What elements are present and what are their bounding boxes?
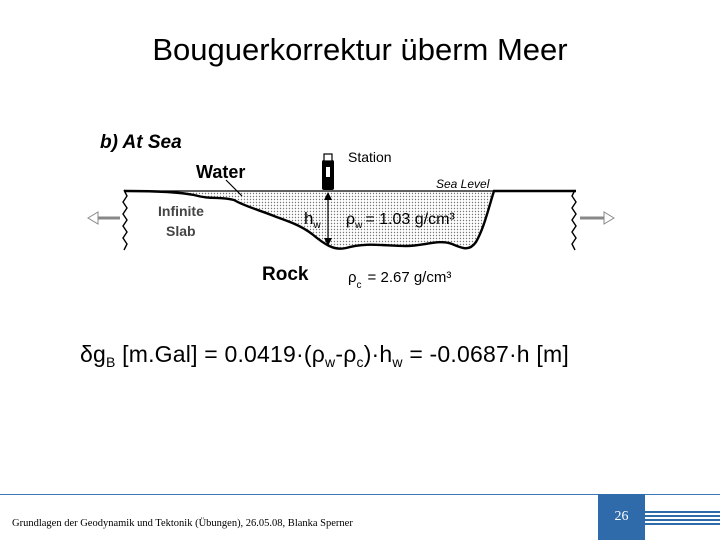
rock-density: $\rho_c = 2.67$ g/cm³	[348, 269, 452, 291]
formula-sub-w1: w	[325, 354, 336, 370]
sea-bouguer-diagram	[84, 120, 624, 300]
left-slab-edge	[123, 190, 127, 250]
formula-part-4: = -0.0687·h [m]	[402, 341, 569, 367]
station-label: Station	[348, 149, 392, 165]
figure-heading: b) At Sea	[100, 132, 182, 153]
bouguer-formula	[80, 334, 680, 382]
formula-part-3: )·h	[363, 341, 393, 367]
rock-label: Rock	[262, 264, 309, 285]
bathymetry-figure	[84, 120, 624, 300]
formula-part-2: -ρ	[335, 341, 357, 367]
footer-citation: Grundlagen der Geodynamik und Tektonik (Übungen), 26.05.08, Blanka Sperner	[12, 518, 353, 529]
double-headed-arrow-icon-left	[88, 212, 120, 224]
formula-sub-c: c	[356, 354, 364, 370]
slab-label: Slab	[166, 223, 196, 239]
water-density: $\rho_w = 1.03$ g/cm³	[346, 211, 455, 231]
gravimeter-station-icon	[322, 154, 334, 190]
formula-sub-w2: w	[392, 354, 403, 370]
depth-symbol: $h_w$	[304, 209, 321, 231]
formula-sub-b: B	[106, 354, 116, 370]
double-headed-arrow-icon-right	[580, 212, 614, 224]
sea-level-label: Sea Level	[436, 177, 490, 191]
formula-part-1: [m.Gal] = 0.0419·(ρ	[115, 341, 326, 367]
slide-title: Bouguerkorrektur überm Meer	[152, 32, 568, 67]
infinite-label: Infinite	[158, 203, 204, 219]
page-number: 26	[598, 494, 645, 540]
formula-delta-g: δg	[80, 341, 106, 367]
right-slab-edge	[572, 190, 576, 250]
water-label: Water	[196, 162, 246, 182]
decorative-stripes	[645, 510, 720, 526]
